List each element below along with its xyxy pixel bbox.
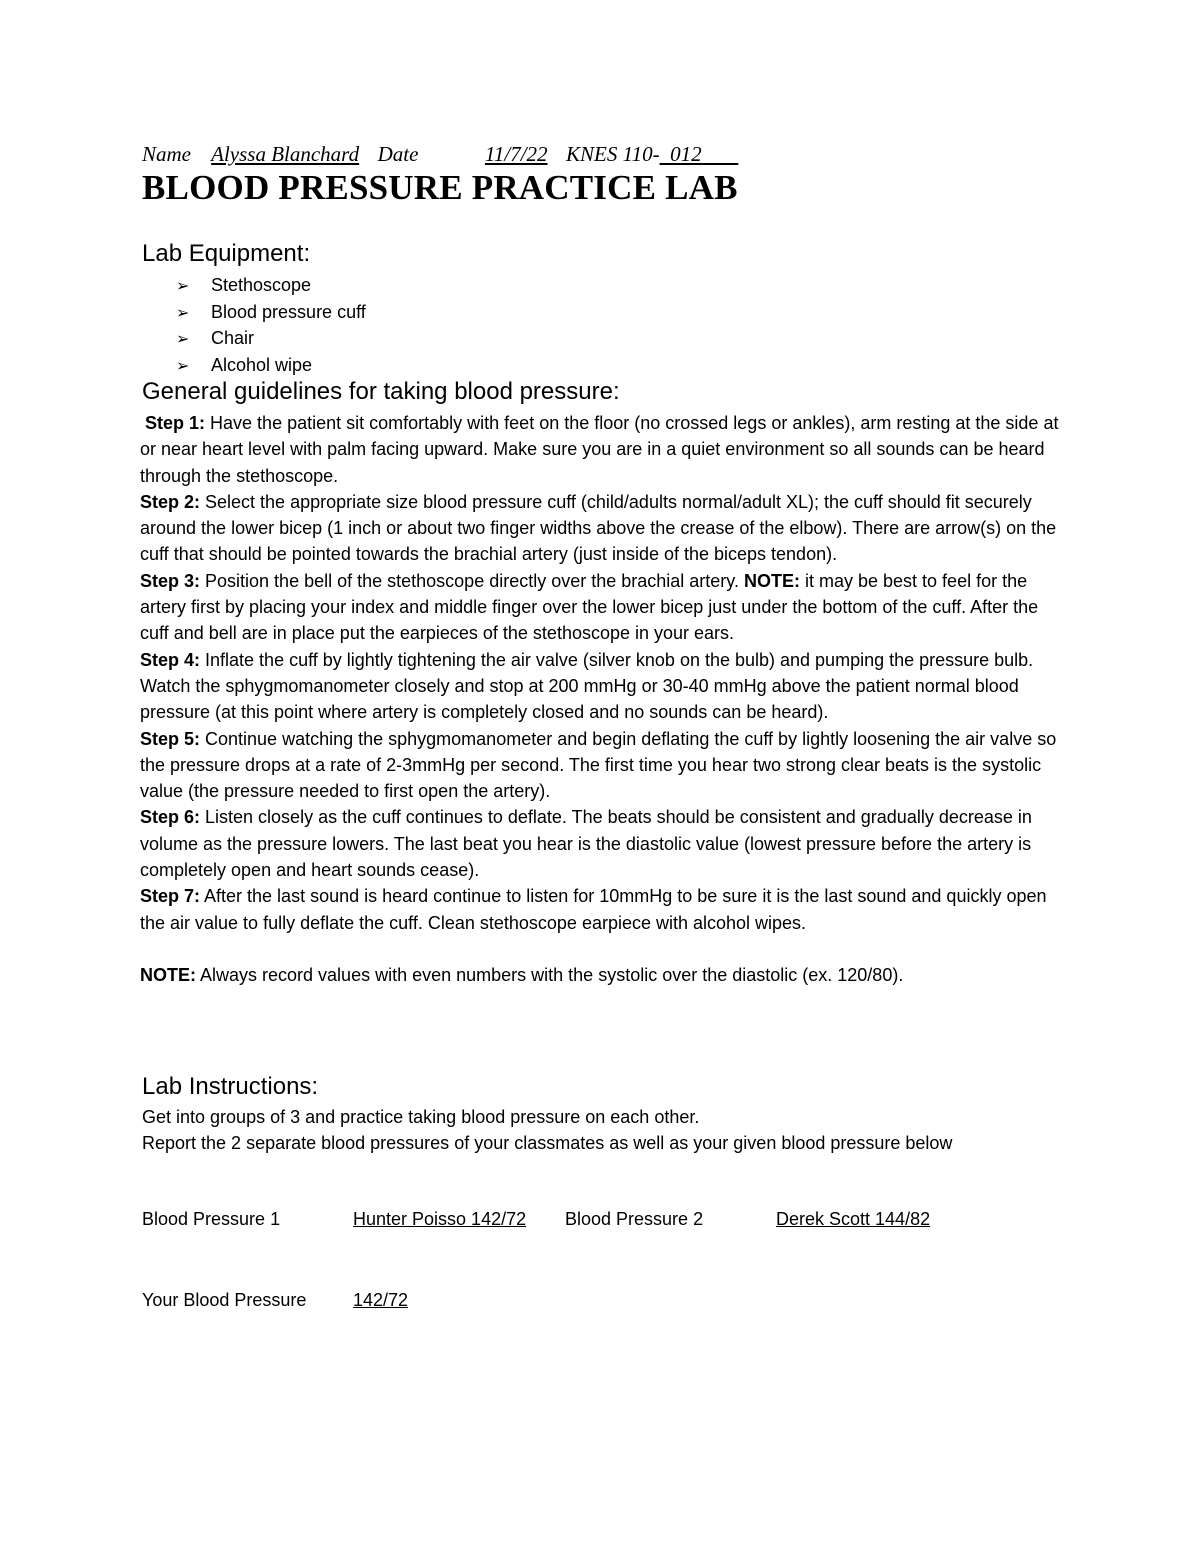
arrow-bullet-icon: ➢ (176, 278, 190, 295)
equipment-list (176, 272, 366, 378)
guidelines-body (140, 410, 1060, 989)
list-item: ➢ Chair (176, 325, 366, 352)
arrow-bullet-icon: ➢ (176, 357, 190, 375)
equipment-heading: Lab Equipment: (142, 240, 311, 267)
instructions-heading: Lab Instructions: (142, 1073, 319, 1100)
arrow-bullet-icon: ➢ (176, 331, 190, 348)
list-item: ➢ Alcohol wipe (176, 352, 366, 379)
record-note: NOTE: Always record values with even numbers with the systolic over the diastolic (ex. 120/80). (140, 965, 904, 986)
bp2-label: Blood Pressure 2 (565, 1209, 704, 1229)
name-label: Name (142, 142, 191, 166)
date-value: 11/7/22 (484, 142, 548, 166)
header-line (142, 142, 738, 167)
page-title: BLOOD PRESSURE PRACTICE LAB (142, 168, 738, 207)
step-7: Step 7: After the last sound is heard continue to listen for 10mmHg to be sure it is the last sound and quickly open the air value to fully deflate the cuff. Clean stethoscope earpiece with alcohol wipes. (140, 886, 1047, 933)
step-3: Step 3: Position the bell of the stethoscope directly over the brachial artery. NOTE: it may be best to feel for the artery first by placing your index and middle finger over the lower bicep just under the bottom of the cuff. After the cuff and bell are in place put the earpieces of the stethoscope in your ears. (140, 570, 1039, 644)
step-4: Step 4: Inflate the cuff by lightly tightening the air valve (silver knob on the bulb) and pumping the pressure bulb. Watch the sphygmomanometer closely and stop at 200 mmHg or 30-40 mmHg above the patient normal blood pressure (at this point where artery is completely closed and no sounds can be heard). (140, 649, 1034, 723)
instruction-line: Report the 2 separate blood pressures of your classmates as well as your given blood pressure below (142, 1133, 953, 1153)
bp1-label: Blood Pressure 1 (142, 1209, 281, 1229)
your-bp-value: 142/72 (353, 1290, 409, 1310)
course-value: 012 (670, 142, 702, 166)
instructions-body (142, 1104, 1062, 1156)
course-label: KNES 110- (566, 142, 660, 166)
instruction-line: Get into groups of 3 and practice taking blood pressure on each other. (142, 1107, 700, 1127)
date-label: Date (377, 142, 419, 166)
step-2: Step 2: Select the appropriate size blood pressure cuff (child/adults normal/adult XL); the cuff should fit securely around the lower bicep (1 inch or about two finger widths above the crease of the elbow). There are arrow(s) on the cuff that should be pointed towards the brachial artery (just inside of the biceps tendon). (140, 491, 1057, 565)
name-value: Alyssa Blanchard (211, 142, 360, 166)
your-bp-label: Your Blood Pressure (142, 1290, 307, 1310)
arrow-bullet-icon: ➢ (176, 304, 190, 322)
bp2-value: Derek Scott 144/82 (776, 1209, 931, 1229)
bp1-value: Hunter Poisso 142/72 (353, 1209, 527, 1229)
step-6: Step 6: Listen closely as the cuff continues to deflate. The beats should be consistent and gradually decrease in volume as the pressure lowers. The last beat you hear is the diastolic value (lowest pressure before the artery is completely open and heart sounds cease). (140, 807, 1032, 881)
step-1: Step 1: Have the patient sit comfortably with feet on the floor (no crossed legs or ankles), arm resting at the side at or near heart level with palm facing upward. Make sure you are in a quiet environment so all sounds can be heard through the stethoscope. (140, 413, 1059, 486)
list-item: ➢ Blood pressure cuff (176, 299, 366, 326)
step-5: Step 5: Continue watching the sphygmomanometer and begin deflating the cuff by lightly loosening the air valve so the pressure drops at a rate of 2-3mmHg per second. The first time you hear two strong clear beats is the systolic value (the pressure needed to first open the artery). (140, 728, 1057, 802)
guidelines-heading: General guidelines for taking blood pressure: (142, 378, 620, 405)
list-item: ➢ Stethoscope (176, 272, 366, 299)
